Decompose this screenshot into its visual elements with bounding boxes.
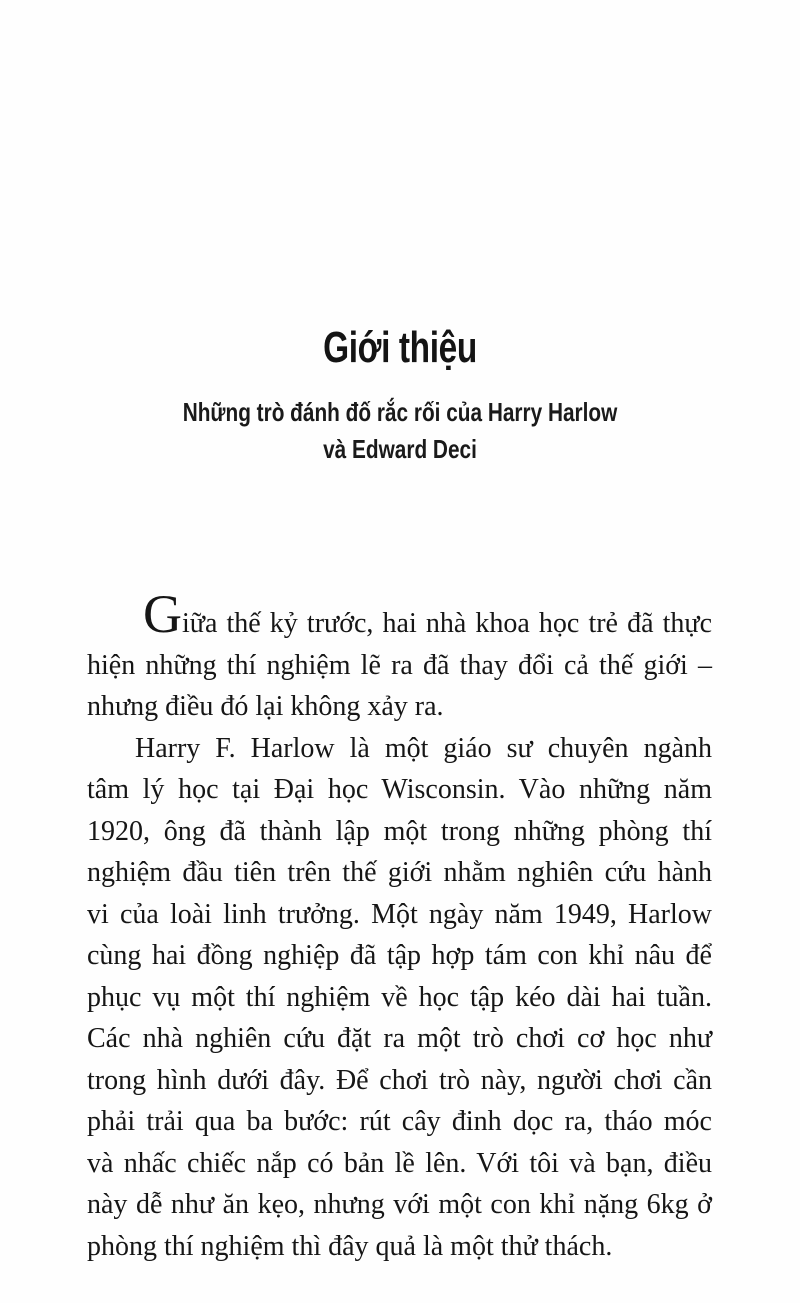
text-line: phải trải qua ba bước: rút cây đinh dọc ra, tháo móc [87,1106,712,1137]
text-line: phục vụ một thí nghiệm về học tập kéo dài hai tuần. [87,981,712,1013]
chapter-title: Giới thiệu [323,323,477,372]
text-line: tâm lý học tại Đại học Wisconsin. Vào những năm [87,774,712,805]
subtitle-line: Những trò đánh đố rắc rối của Harry Harlow [182,397,618,427]
text-line: Harry F. Harlow là một giáo sư chuyên ngành [135,732,712,764]
text-line: Các nhà nghiên cứu đặt ra một trò chơi cơ học như [87,1023,712,1054]
text-line: Giữa thế kỷ trước, hai nhà khoa học trẻ đã thực [143,584,712,644]
text-line: nhưng điều đó lại không xảy ra. [87,691,444,722]
subtitle-line: và Edward Deci [323,434,477,464]
text-line: vi của loài linh trưởng. Một ngày năm 1949, Harlow [87,898,712,930]
text-line: hiện những thí nghiệm lẽ ra đã thay đổi cả thế giới – [87,649,712,681]
text-line: trong hình dưới đây. Để chơi trò này, người chơi cần [87,1064,712,1096]
page-body [87,584,712,1267]
text-line: cùng hai đồng nghiệp đã tập hợp tám con khỉ nâu để [87,940,712,971]
raised-initial-cap: G [143,584,182,644]
text-line: phòng thí nghiệm thì đây quả là một thử thách. [87,1230,613,1262]
text-line: 1920, ông đã thành lập một trong những phòng thí [87,815,712,847]
text-line: nghiệm đầu tiên trên thế giới nhằm nghiên cứu hành [87,857,712,888]
text-line: và nhấc chiếc nắp có bản lề lên. Với tôi và bạn, điều [87,1147,712,1179]
chapter-subtitle [80,394,720,468]
text-line: này dễ như ăn kẹo, nhưng với một con khỉ nặng 6kg ở [87,1189,712,1220]
